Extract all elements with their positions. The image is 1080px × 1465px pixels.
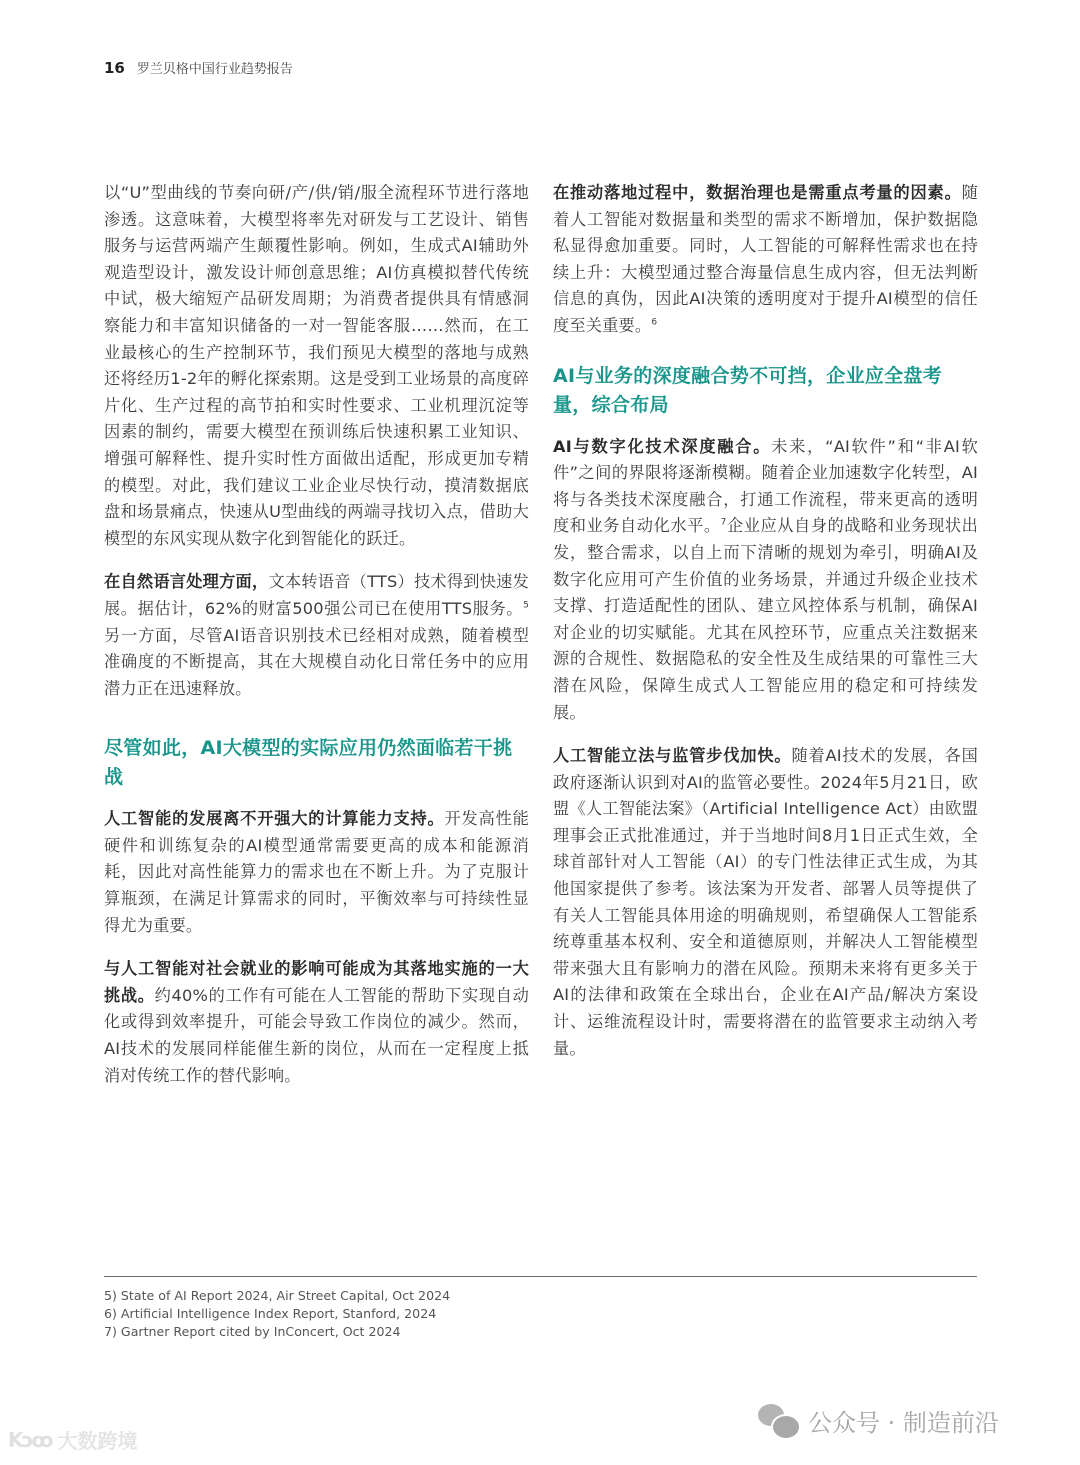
paragraph-employment: 与人工智能对社会就业的影响可能成为其落地实施的一大挑战。约40%的工作有可能在人工智能的帮助下实现自动化或得到效率提升，可能会导致工作岗位的减少。然而，AI技术的发展同样能催生新的岗位，从而在一定程度上抵消对传统工作的替代影响。 bbox=[104, 959, 529, 1085]
lead-in-bold: 在推动落地过程中，数据治理也是需重点考量的因素。 bbox=[553, 183, 962, 202]
footnote-ref-5[interactable]: 5 bbox=[523, 600, 529, 611]
lead-in-bold: 在自然语言处理方面， bbox=[104, 572, 269, 592]
footnote-7: 7) Gartner Report cited by InConcert, Oct 2024 bbox=[104, 1324, 401, 1339]
paragraph-data-governance: 在推动落地过程中，数据治理也是需重点考量的因素。随着人工智能对数据量和类型的需求不断增加，保护数据隐私显得愈加重要。同时，人工智能的可解释性需求也在持续上升：大模型通过整合海量信息生成内容，但无法判断信息的真伪，因此AI决策的透明度对于提升AI模型的信任度至关重要。$^6$ bbox=[553, 183, 978, 335]
section-heading-integration: AI与业务的深度融合势不可挡，企业应全盘考量，综合布局 bbox=[553, 364, 943, 416]
lead-in-bold: 人工智能的发展离不开强大的计算能力支持。 bbox=[104, 809, 445, 829]
paragraph-digital-fusion: AI与数字化技术深度融合。未来，“AI软件”和“非AI软件”之间的界限将逐渐模糊。随着企业加速数字化转型，AI将与各类技术深度融合，打通工作流程，带来更高的透明度和业务自动化水平。$^7$企业应从自身的战略和业务现状出发，整合需求，以自上而下清晰的规划为牵引，明确AI及数字化应用可产生价值的业务场景，并通过升级企业技术支撑、打造适配性的团队、建立风控体系与机制，确保AI对企业的切实赋能。尤其在风控环节，应重点关注数据来源的合规性、数据隐私的安全性及生成结果的可靠性三大潜在风险，保障生成式人工智能应用的稳定和可持续发展。 bbox=[553, 436, 978, 722]
lead-in-bold: AI与数字化技术深度融合。 bbox=[553, 436, 772, 456]
page-header bbox=[104, 58, 293, 77]
paragraph-regulation: 人工智能立法与监管步伐加快。随着AI技术的发展，各国政府逐渐认识到对AI的监管必要性。2024年5月21日，欧盟《人工智能法案》（Artificial Intelligence Act）由欧盟理事会正式批准通过，并于当地时间8月1日正式生效，全球首部针对人工智能（AI）的专门性法律正式生成，为其他国家提供了参考。该法案为开发者、部署人员等提供了有关人工智能具体用途的明确规则，希望确保人工智能系统尊重基本权利、安全和道德原则，并解决人工智能模型带来强大且有影响力的潜在风险。预期未来将有更多关于AI的法律和政策在全球出台，企业在AI产品/解决方案设计、运维流程设计时，需要将潜在的监管要求主动纳入考量。 bbox=[553, 746, 978, 1058]
wechat-watermark bbox=[758, 1403, 999, 1438]
lead-in-bold: 人工智能立法与监管步伐加快。 bbox=[553, 746, 792, 766]
paragraph-nlp: 在自然语言处理方面，文本转语音（TTS）技术得到快速发展。据估计，62%的财富500强公司已在使用TTS服务。$^5$另一方面，尽管AI语音识别技术已经相对成熟，随着模型准确度的不断提高，其在大规模自动化日常任务中的应用潜力正在迅速释放。 bbox=[104, 572, 530, 698]
paragraph-u-curve: 以“U”型曲线的节奏向研/产/供/销/服全流程环节进行落地渗透。这意味着，大模型将率先对研发与工艺设计、销售服务与运营两端产生颠覆性影响。例如，生成式AI辅助外观造型设计，激发设计师创意思维；AI仿真模拟替代传统中试，极大缩短产品研发周期；为消费者提供具有情感洞察能力和丰富知识储备的一对一智能客服……然而，在工业最核心的生产控制环节，我们预见大模型的落地与成熟还将经历1-2年的孵化探索期。这是受到工业场景的高度碎片化、生产过程的高节拍和实时性要求、工业机理沉淀等因素的制约，需要大模型在预训练后快速积累工业知识、增强可解释性、提升实时性方面做出适配，形成更加专精的模型。对此，我们建议工业企业尽快行动，摸清数据底盘和场景痛点，快速从U型曲线的两端寻找切入点，借助大模型的东风实现从数字化到智能化的跃迁。 bbox=[104, 183, 529, 548]
footnote-5: 5) State of AI Report 2024, Air Street Capital, Oct 2024 bbox=[104, 1288, 451, 1303]
page-number: 16 bbox=[104, 59, 125, 77]
brand-watermark bbox=[8, 1425, 137, 1454]
section-heading-challenges: 尽管如此，AI大模型的实际应用仍然面临若干挑战 bbox=[104, 737, 513, 789]
brand-logo-icon: Kↄꝏ bbox=[8, 1427, 52, 1452]
wechat-icon bbox=[758, 1404, 798, 1438]
footnote-ref-7[interactable]: 7 bbox=[720, 517, 727, 528]
footnote-6: 6) Artificial Intelligence Index Report, Stanford, 2024 bbox=[104, 1306, 437, 1321]
paragraph-compute: 人工智能的发展离不开强大的计算能力支持。开发高性能硬件和训练复杂的AI模型通常需要更高的成本和能源消耗，因此对高性能算力的需求也在不断上升。为了克服计算瓶颈，在满足计算需求的同时，平衡效率与可持续性显得尤为重要。 bbox=[104, 809, 530, 935]
footnote-divider bbox=[104, 1276, 977, 1277]
watermark-text: 公众号 · 制造前沿 bbox=[808, 1409, 999, 1437]
report-title: 罗兰贝格中国行业趋势报告 bbox=[136, 62, 293, 77]
footnotes bbox=[104, 1287, 450, 1341]
right-column bbox=[553, 180, 978, 1079]
left-column bbox=[104, 180, 529, 1106]
lead-in-bold: 与人工智能对社会就业的影响可能成为其落地实施的一大挑战。 bbox=[104, 959, 529, 1005]
footnote-ref-6[interactable]: 6 bbox=[651, 317, 658, 328]
brand-watermark-text: 大数跨境 bbox=[57, 1429, 138, 1453]
